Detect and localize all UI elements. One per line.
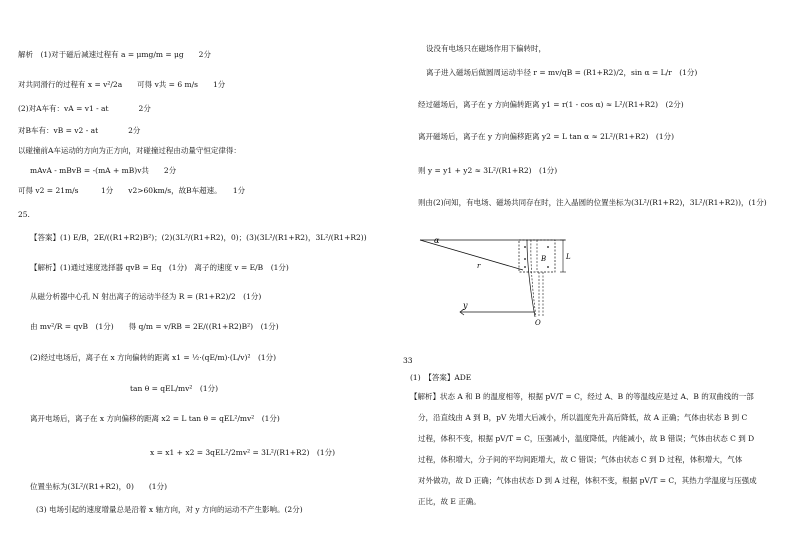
- analysis-line-2: 从磁分析器中心孔 N 射出离子的运动半径为 R = (R1+R2)/2 (1分): [30, 292, 262, 301]
- right-line-3: 经过磁场后，离子在 y 方向偏转距离 y1 = r(1 - cos α) ≈ L²/(R1+R2) (2分): [418, 100, 684, 109]
- question-number-33: 33: [403, 356, 413, 365]
- solution-line-4: 对B车有：vB = v2 - at 2分: [18, 126, 141, 135]
- radius-label: r: [477, 262, 481, 270]
- analysis-line-1: 【解析】(1)通过速度选择器 qvB = Eq (1分) 离子的速度 v = E/B (1分): [30, 263, 289, 272]
- alpha-label: α: [434, 236, 440, 245]
- solution-line-2: 对共同滑行的过程有 x = v²/2a 可得 v共 = 6 m/s 1分: [18, 80, 226, 89]
- solution-line-6: mAvA - mBvB = -(mA + mB)v共 2分: [30, 166, 177, 175]
- analysis-line-8: 位置坐标为(3L²/(R1+R2)，0) (1分): [30, 482, 168, 491]
- y-axis-label: y: [463, 301, 468, 310]
- solution-line-1: 解析 (1)对于磁后减速过程有 a = μmg/m = μg 2分: [18, 50, 211, 59]
- explain-line-6: 正比，故 E 正确。: [418, 497, 481, 506]
- answer-33: (1) 【答案】ADE: [410, 373, 472, 382]
- explain-line-5: 对外做功，故 D 正确；气体由状态 D 到 A 过程，体积不变，根据 pV/T = C，其热力学温度与压强成: [418, 476, 757, 485]
- right-line-1: 设没有电场只在磁场作用下偏转时，: [426, 44, 546, 53]
- right-line-4: 离开磁场后，离子在 y 方向偏移距离 y2 = L tan α ≈ 2L²/(R1+R2) (1分): [418, 132, 675, 141]
- solution-line-5: 以碰撞前A车运动的方向为正方向，对碰撞过程由动量守恒定律得：: [18, 146, 241, 155]
- solution-line-3: (2)对A车有：vA = v1 - at 2分: [18, 104, 151, 113]
- analysis-line-9: (3) 电场引起的速度增量总是沿着 x 轴方向，对 y 方向的运动不产生影响。(2分): [36, 505, 303, 514]
- deflection-diagram: [415, 232, 575, 327]
- analysis-line-4: (2)经过电场后，离子在 x 方向偏转的距离 x1 = ½·(qE/m)·(L/v)² (1分): [30, 353, 277, 362]
- origin-label: O: [535, 319, 541, 327]
- right-line-6: 则由(2)问知，有电场、磁场共同存在时，注入晶圆的位置坐标为(3L²/(R1+R2)，3L²/(R1+R2))，(1分): [418, 198, 767, 207]
- analysis-line-7: x = x1 + x2 = 3qEL²/2mv² = 3L²/(R1+R2) (1分): [150, 448, 336, 457]
- explain-line-4: 过程，体积增大，分子间的平均间距增大，故 C 错误；气体由状态 C 到 D 过程，体积增大，气体: [418, 455, 743, 464]
- explain-line-2: 分，沿直线由 A 到 B，pV 先增大后减小，所以温度先升高后降低，故 A 正确；气体由状态 B 到 C: [418, 413, 748, 422]
- field-label: B: [541, 255, 547, 263]
- answer-25: 【答案】(1) E/B，2E/((R1+R2)B²)；(2)(3L²/(R1+R2)，0)；(3)(3L²/(R1+R2)，3L²/(R1+R2)): [30, 233, 367, 242]
- length-label: L: [566, 253, 571, 261]
- solution-line-7: 可得 v2 = 21m/s 1分 v2>60km/s，故B车超速。 1分: [18, 186, 246, 195]
- question-number-25: 25.: [18, 210, 30, 219]
- right-line-5: 则 y = y1 + y2 ≈ 3L²/(R1+R2) (1分): [418, 166, 558, 175]
- explain-line-3: 过程，体积不变，根据 pV/T = C，压强减小，温度降低，内能减小，故 B 错误；气体由状态 C 到 D: [418, 434, 755, 443]
- explain-line-1: 【解析】状态 A 和 B 的温度相等，根据 pV/T = C，经过 A、B 的等温线应是过 A、B 的双曲线的一部: [410, 392, 754, 401]
- analysis-line-6: 离开电场后，离子在 x 方向偏移的距离 x2 = L tan θ = qEL²/mv² (1分): [30, 414, 280, 423]
- right-line-2: 离子进入磁场后做圆周运动半径 r = mv/qB = (R1+R2)/2，sin α = L/r (1分): [426, 68, 698, 77]
- analysis-line-5: tan θ = qEL/mv² (1分): [130, 384, 219, 393]
- analysis-line-3: 由 mv²/R = qvB (1分) 得 q/m = v/RB = 2E/((R1+R2)B²) (1分): [30, 322, 279, 331]
